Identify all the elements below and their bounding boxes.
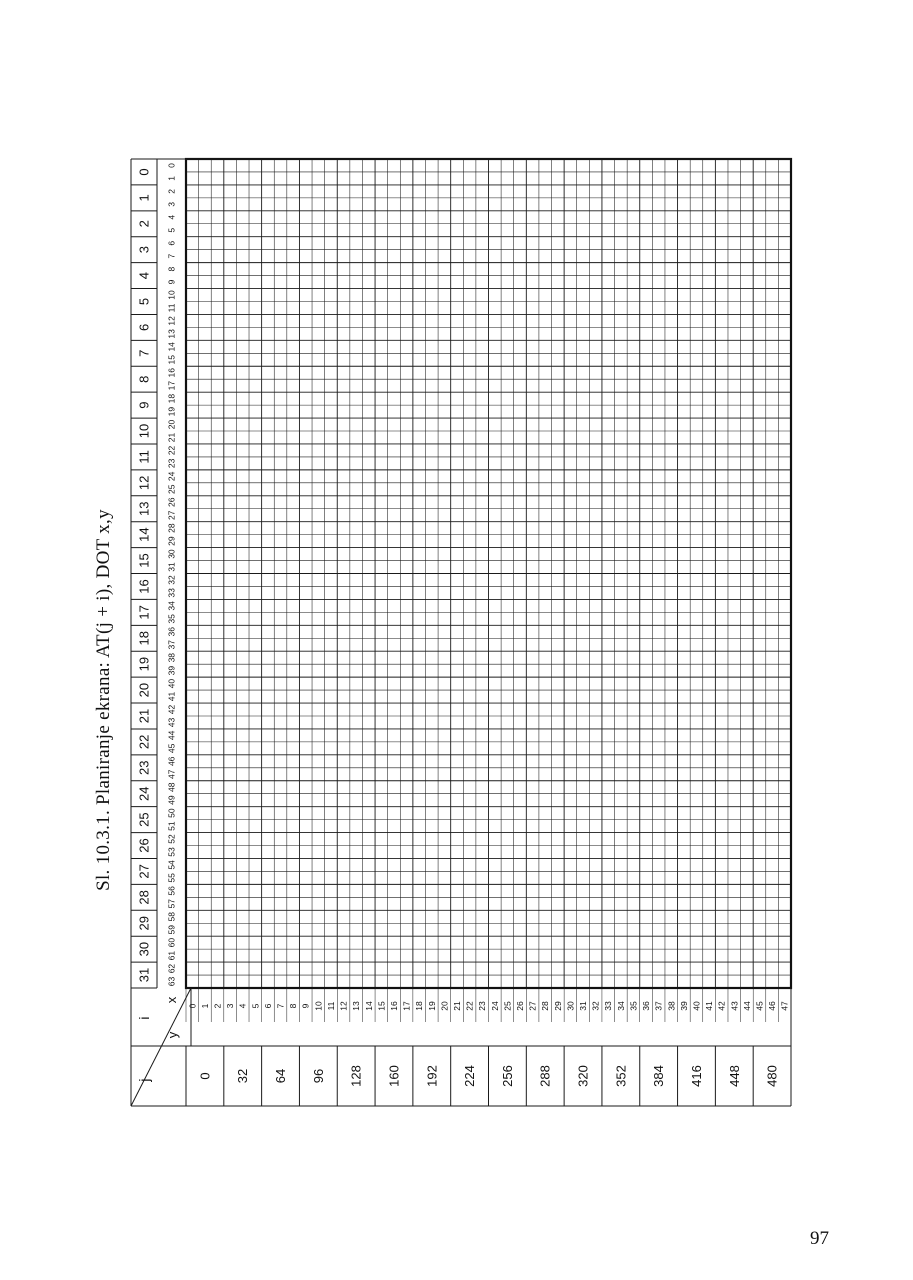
x-label: 35 (166, 614, 177, 624)
y-label: 18 (414, 1001, 425, 1011)
i-label: 5 (136, 297, 152, 306)
x-label: 9 (166, 279, 177, 285)
x-label: 46 (166, 756, 177, 767)
x-label: 12 (166, 316, 177, 326)
y-label: 8 (288, 1003, 299, 1009)
x-label: 36 (166, 627, 177, 637)
x-label: 17 (166, 380, 177, 391)
x-label: 23 (166, 458, 177, 469)
x-label: 16 (166, 367, 177, 378)
x-label: 44 (166, 730, 177, 741)
x-label: 27 (166, 510, 177, 520)
y-label: 27 (527, 1001, 538, 1011)
corner-label-x: x (164, 996, 179, 1004)
x-label: 62 (166, 963, 177, 974)
y-label: 25 (502, 1001, 513, 1011)
y-label: 33 (603, 1001, 614, 1011)
y-label: 35 (628, 1001, 639, 1011)
j-label: 480 (764, 1065, 780, 1087)
i-label: 13 (136, 501, 152, 516)
x-label: 22 (166, 445, 177, 456)
x-label: 0 (166, 163, 177, 168)
i-label: 24 (136, 786, 152, 801)
i-label: 26 (136, 838, 152, 853)
y-label: 43 (729, 1001, 740, 1011)
i-label: 7 (136, 349, 152, 357)
y-label: 20 (439, 1001, 450, 1011)
i-label: 9 (136, 401, 152, 409)
y-label: 6 (262, 1003, 273, 1009)
x-label: 15 (166, 355, 177, 365)
y-label: 47 (779, 1001, 790, 1011)
y-label: 14 (363, 1001, 374, 1011)
y-label: 34 (615, 1001, 626, 1011)
y-label: 44 (741, 1001, 752, 1011)
i-label: 6 (136, 323, 152, 332)
x-label: 7 (166, 253, 177, 259)
x-label: 34 (166, 601, 177, 611)
corner-label-j: j (136, 1078, 152, 1082)
i-label: 11 (136, 450, 152, 464)
i-label: 8 (136, 375, 152, 383)
x-label: 11 (166, 303, 177, 313)
j-label: 288 (537, 1065, 553, 1087)
x-label: 24 (166, 471, 177, 482)
x-label: 56 (166, 886, 177, 896)
x-label: 20 (166, 419, 177, 430)
y-label: 37 (653, 1001, 664, 1011)
y-label: 7 (275, 1003, 286, 1009)
i-label: 16 (136, 579, 152, 594)
x-label: 41 (166, 691, 177, 702)
x-label: 25 (166, 484, 177, 495)
x-label: 19 (166, 406, 177, 417)
y-label: 5 (250, 1003, 261, 1009)
y-label: 38 (666, 1001, 677, 1011)
x-label: 29 (166, 536, 177, 546)
j-label: 0 (197, 1072, 213, 1080)
y-label: 46 (767, 1001, 778, 1011)
x-label: 49 (166, 795, 177, 805)
j-label: 384 (651, 1065, 667, 1087)
i-label: 10 (136, 423, 152, 439)
y-label: 16 (388, 1001, 399, 1011)
x-label: 53 (166, 847, 177, 857)
corner-label-i: i (136, 1016, 152, 1020)
x-label: 51 (166, 821, 177, 831)
y-label: 17 (401, 1001, 412, 1011)
j-label: 448 (726, 1065, 742, 1087)
y-label: 0 (187, 1003, 198, 1009)
x-label: 39 (166, 665, 177, 676)
x-label: 47 (166, 769, 177, 780)
i-label: 17 (136, 605, 152, 620)
y-label: 2 (212, 1003, 223, 1009)
j-label: 192 (424, 1065, 440, 1087)
x-label: 42 (166, 704, 177, 715)
x-label: 57 (166, 899, 177, 909)
y-label: 4 (237, 1003, 248, 1009)
x-label: 2 (166, 189, 177, 194)
x-label: 58 (166, 912, 177, 922)
y-label: 13 (351, 1001, 362, 1011)
y-label: 41 (704, 1001, 715, 1011)
i-label: 31 (136, 967, 152, 983)
i-label: 25 (136, 812, 152, 827)
i-label: 1 (136, 194, 152, 202)
y-label: 28 (540, 1001, 551, 1011)
x-label: 55 (166, 873, 177, 883)
i-label: 15 (136, 553, 152, 568)
x-label: 5 (166, 227, 177, 233)
i-label: 22 (136, 734, 152, 750)
x-label: 18 (166, 393, 177, 404)
y-label: 24 (489, 1001, 500, 1011)
x-label: 28 (166, 523, 177, 533)
i-label: 21 (136, 708, 152, 724)
x-label: 32 (166, 575, 177, 585)
i-label: 3 (136, 246, 152, 254)
i-label: 19 (136, 656, 152, 672)
x-label: 45 (166, 743, 177, 754)
y-label: 45 (754, 1001, 765, 1011)
i-label: 4 (136, 271, 152, 280)
i-label: 18 (136, 631, 152, 646)
x-label: 21 (166, 432, 177, 443)
i-label: 12 (136, 475, 152, 491)
y-label: 31 (578, 1001, 589, 1011)
x-label: 3 (166, 201, 177, 207)
j-label: 352 (613, 1065, 629, 1087)
y-label: 15 (376, 1001, 387, 1011)
i-label: 29 (136, 916, 152, 931)
y-label: 10 (313, 1001, 324, 1011)
x-label: 6 (166, 240, 177, 246)
i-label: 0 (136, 168, 152, 176)
y-label: 29 (552, 1001, 563, 1011)
i-label: 30 (136, 941, 152, 957)
y-label: 23 (477, 1001, 488, 1011)
y-label: 12 (338, 1001, 349, 1011)
j-label: 224 (462, 1065, 478, 1087)
x-label: 52 (166, 834, 177, 844)
x-label: 60 (166, 937, 177, 948)
x-label: 38 (166, 652, 177, 663)
j-label: 128 (348, 1065, 364, 1087)
x-label: 50 (166, 808, 177, 818)
x-label: 13 (166, 329, 177, 339)
x-label: 30 (166, 549, 177, 559)
j-label: 160 (386, 1065, 402, 1087)
corner-diagonal (131, 988, 191, 1106)
x-label: 26 (166, 497, 177, 507)
i-label: 2 (136, 220, 152, 228)
x-label: 33 (166, 588, 177, 598)
y-label: 11 (325, 1001, 336, 1011)
i-label: 20 (136, 682, 152, 698)
y-label: 3 (225, 1003, 236, 1009)
i-label: 27 (136, 864, 152, 879)
i-label: 14 (136, 527, 152, 542)
y-label: 19 (426, 1001, 437, 1011)
x-label: 1 (166, 176, 177, 181)
y-label: 30 (565, 1001, 576, 1011)
y-label: 22 (464, 1001, 475, 1011)
y-label: 26 (515, 1001, 526, 1011)
j-label: 320 (575, 1065, 591, 1087)
x-label: 40 (166, 678, 177, 689)
x-label: 14 (166, 342, 177, 352)
x-label: 37 (166, 640, 177, 650)
x-label: 54 (166, 860, 177, 870)
x-label: 10 (166, 290, 177, 300)
y-label: 42 (716, 1001, 727, 1011)
j-label: 32 (235, 1068, 251, 1084)
x-label: 63 (166, 976, 177, 987)
j-label: 416 (688, 1065, 704, 1087)
x-label: 8 (166, 266, 177, 272)
x-label: 61 (166, 950, 177, 961)
j-label: 256 (499, 1065, 515, 1087)
x-label: 59 (166, 924, 177, 935)
y-label: 36 (641, 1001, 652, 1011)
figure-caption: Sl. 10.3.1. Planiranje ekrana: AT(j + i), DOT x,y (93, 509, 114, 891)
x-label: 31 (166, 562, 177, 572)
page-number: 97 (810, 1228, 829, 1249)
y-label: 32 (590, 1001, 601, 1011)
y-label: 40 (691, 1001, 702, 1011)
j-label: 64 (273, 1068, 289, 1084)
i-label: 23 (136, 760, 152, 776)
x-label: 4 (166, 214, 177, 220)
y-label: 1 (199, 1003, 210, 1009)
y-label: 21 (451, 1001, 462, 1011)
i-label: 28 (136, 890, 152, 905)
j-label: 96 (310, 1068, 326, 1084)
x-label: 43 (166, 717, 177, 728)
corner-label-y: y (165, 1031, 180, 1039)
y-label: 9 (300, 1003, 311, 1009)
x-label: 48 (166, 782, 177, 792)
y-label: 39 (678, 1001, 689, 1011)
